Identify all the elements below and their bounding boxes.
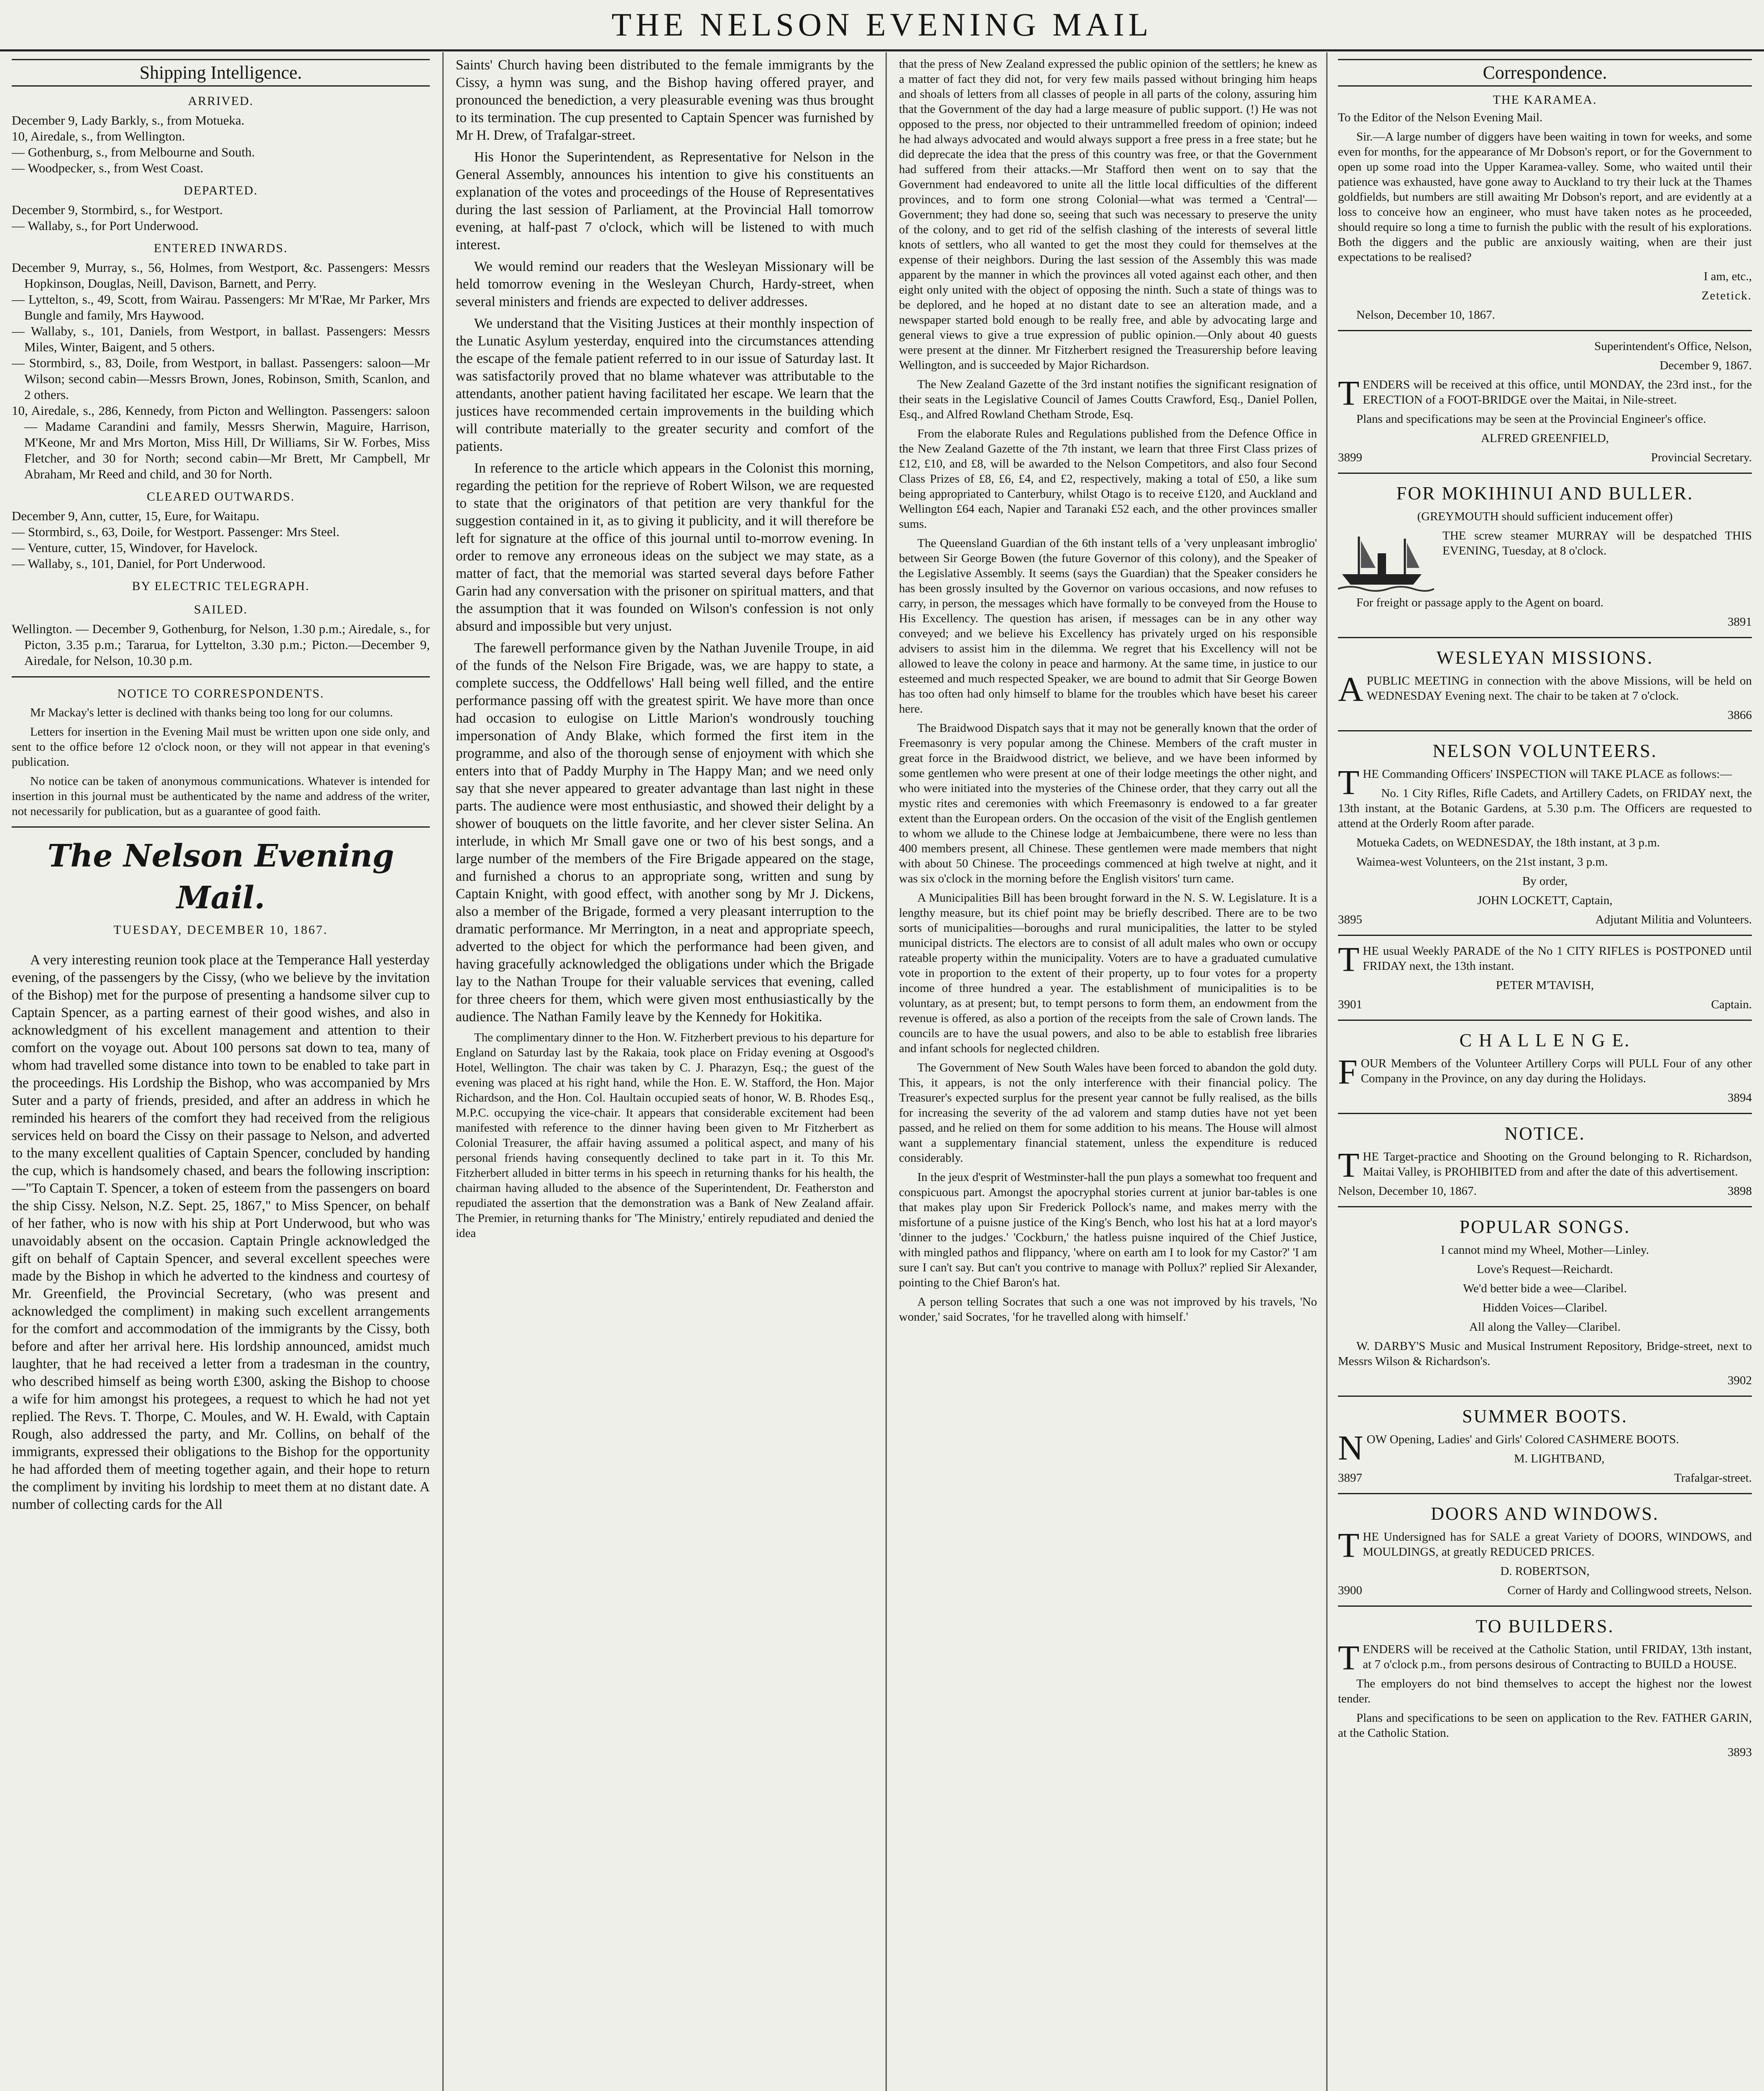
editorial-paragraph: We would remind our readers that the Wesleyan Missionary will be held tomorrow evening in the Wesleyan Church, Hardy-street, when several ministers and friends are expected to deliver addresses. — [456, 259, 874, 309]
editorial-paragraph: In the jeux d'esprit of Westminster-hall the pun plays a somewhat too frequent and conspicuous part. Amongst the apocryphal stories current at junior bar-tables is one that makes play upon Sir Frederick Pollock's name, and makes merry with the misfortune of a puisne justice of the King's Bench, who lost his hat at a lord mayor's 'dinner to the judges.' 'Cockburn,' the hatless puisne inquired of the Chief Justice, with mingled pathos and flippancy, 'where on earth am I to look for my Castor?' 'I am sure I can't say. But can't you contrive to manage with Pollux?' replied Sir Alexander, pointing to the Chief Baron's hat. — [899, 1171, 1317, 1289]
ad-order: By order, — [1522, 874, 1568, 888]
ad-number: 3895 — [1338, 913, 1362, 926]
song-item: I cannot mind my Wheel, Mother—Linley. — [1441, 1243, 1649, 1257]
ad-title: Captain. — [1711, 998, 1752, 1011]
departed-entry: — Wallaby, s., for Port Underwood. — [12, 218, 199, 233]
editorial-paragraph: The Braidwood Dispatch says that it may not be generally known that the order of Freemasonry is very popular among the Chinese. Members of the craft muster in great force in the Braidwood district, we believe, and we have been informed by some gentlemen who were present at one of their lodge meetings the other night, and who were initiated into the mysteries of the Chinese order, that they carry out all the mystic rites and ceremonies with which Freemasonry is endowed to a far greater extent than the European orders. On the occasion of the visit of the English gentlemen to whom we allude to the Chinese lodge at Jembaicumbene, there were no less than 400 members present, all Chinese. These gentlemen were made members that night with about 50 Chinese. The proceedings commenced at high twelve at night, and it was six o'clock in the morning before the English visitors' turn came. — [899, 721, 1317, 885]
divider — [1338, 637, 1752, 638]
ad-body: NOW Opening, Ladies' and Girls' Colored CASHMERE BOOTS. — [1338, 1429, 1679, 1467]
divider — [1338, 473, 1752, 474]
ad-title: Provincial Secretary. — [1651, 451, 1752, 464]
ad-name: PETER M'TAVISH, — [1496, 979, 1594, 992]
entered-entry: 10, Airedale, s., 286, Kennedy, from Picton and Wellington. Passengers: saloon — Madame Carandini and family, Messrs Sherwin, Maguire, Harrison, M'Keone, Mr and Mrs Morton, Miss Hill, Dr Williams, Sir W. Forbes, Miss Fletcher, and 30 for North; second cabin—Mr Brett, Mr Campbell, Mr Abraham, Mr Reed and child, and 30 for North. — [12, 403, 430, 481]
ad-body: APUBLIC MEETING in connection with the above Missions, will be held on WEDNESDAY Evening next. The chair to be taken at 7 o'clock. — [1338, 670, 1752, 709]
ad-heading: NELSON VOLUNTEERS. — [1432, 741, 1657, 761]
ad-body: THE Commanding Officers' INSPECTION will TAKE PLACE as follows:— — [1338, 763, 1732, 802]
sailed-heading: SAILED. — [194, 603, 248, 616]
masthead: THE NELSON EVENING MAIL — [0, 0, 1764, 51]
editorial-paragraph: The farewell performance given by the Nathan Juvenile Troupe, in aid of the funds of the Nelson Fire Brigade, was, we are happy to state, a complete success, the Oddfellows' Hall being well filled, and the entire performance passing off with the greatest spirit. We have more than once had occasion to eulogise on Little Marion's wondrously touching impersonation of Andy Blake, which formed the first item in the programme, and also of the thorough sense of enjoyment with which she enters into that of Paddy Murphy in The Happy Man; and we need only say that she never appeared to greater advantage than last night in these parts. The audience were most enthusiastic, and showed their delight by a shower of bouquets on the little favorite, and her clever sister Selina. An interlude, in which Mr Small gave one or two of his best songs, and a large number of the members of the Fire Brigade appeared on the stage, and furnished a chorus to an appropriate song, written and sung by Captain Knight, with good effect, with another song by Mr J. Dickens, also a member of the Brigade, formed a very pleasant interruption to the dramatic performance. Mr Merrington, in a neat and appropriate speech, adverted to the object for which the performance had been given, and having gracefully acknowledged the obligations under which the Brigade lay to the Nathan Troupe for their valuable services that evening, called for three cheers for them, which were given most enthusiastically by the audience. The Nathan Family leave by the Kennedy for Hokitika. — [456, 640, 874, 1025]
ad-body: THE Undersigned has for SALE a great Variety of DOORS, WINDOWS, and MOULDINGS, at greatly REDUCED PRICES. — [1338, 1526, 1752, 1565]
ad-number: 3893 — [1728, 1746, 1752, 1759]
signature: Zetetick. — [1701, 289, 1752, 302]
notice-correspondents-heading: NOTICE TO CORRESPONDENTS. — [117, 687, 324, 700]
editorial-paragraph: A very interesting reunion took place at the Temperance Hall yesterday evening, of the passengers by the Cissy, (who we believe by the invitation of the Bishop) met for the purpose of presenting a handsome silver cup to Captain Spencer, as a parting earnest of their good wishes, and also in acknowledgment of his excellent management and attention to their comfort on the voyage out. About 100 persons sat down to tea, many of whom had travelled some distance into town to be enabled to take part in the proceedings. His Lordship the Bishop, who was accompanied by Mrs Suter and a party of friends, presided, and after an address in which he reminded his hearers of the comfort they had received from the religious services held on board the Cissy on their passage to Nelson, and adverted to the many excellent qualities of Captain Spencer, concluded by handing the cup, which is handsomely chased, and bears the following inscription:—"To Captain T. Spencer, a token of esteem from the passengers on board the ship Cissy. Nelson, N.Z. Sept. 25, 1867," to Miss Spencer, on behalf of her father, who is now with his ship at Port Underwood, but who was unavoidably absent on the occasion. Captain Pringle acknowledged the gift on behalf of Captain Spencer, and several excellent speeches were made by the Bishop in which he adverted to the kindness and courtesy of Mr. Greenfield, the Provincial Secretary, (who was present and acknowledged the compliment) in making such excellent arrangements for the comfort and accommodation of the immigrants by the Cissy, both before and after her arrival here. His lordship announced, amidst much laughter, that he had received a letter from a tradesman in the country, who described himself as being worth £300, asking the Bishop to choose a wife for him amongst his protegees, a request to which he had not yet replied. The Revs. T. Thorpe, C. Moules, and W. H. Ewald, with Captain Rough, also addressed the party, and Mr. Collins, on behalf of the immigrants, expressed their obligations to the Bishop for the opportunity he had afforded them of meeting together again, and their hope to return the compliment by inviting his lordship to meet them at no distant date. A number of collecting cards for the All — [12, 952, 430, 1512]
arrived-entry: 10, Airedale, s., from Wellington. — [12, 129, 185, 143]
cleared-entry: December 9, Ann, cutter, 15, Eure, for Waitapu. — [12, 509, 260, 523]
paper-title: The Nelson Evening Mail. — [47, 838, 394, 916]
arrived-entry: — Woodpecker, s., from West Coast. — [12, 161, 204, 175]
ad-body: Waimea-west Volunteers, on the 21st instant, 3 p.m. — [1356, 855, 1608, 869]
editorial-paragraph: The complimentary dinner to the Hon. W. Fitzherbert previous to his departure for England on Saturday last by the Rakaia, took place on Friday evening at Osgood's Hotel, Wellington. The chair was taken by C. J. Pharazyn, Esq.; the guest of the evening was placed at his right hand, while the Hon. E. W. Stafford, the Hon. Major Richardson, and the Hon. Col. Haultain occupied seats of honor, W. B. Rhodes Esq., M.P.C. occupying the vice-chair. It appears that considerable excitement had been manifested with reference to the dinner having been given to Mr Fitzherbert as Colonial Treasurer, the affair having assumed a political aspect, and many of his personal friends having consequently declined to take part in it. To this Mr. Fitzherbert alluded in bitter terms in his speech in returning thanks for his health, the chairman having alluded to the absence of the Superintendent, Dr. Featherston and repudiated the assertion that the demonstration was a Bank of New Zealand affair. The Premier, in returning thanks for 'The Ministry,' entirely repudiated and denied the idea — [456, 1031, 874, 1240]
ad-body: TENDERS will be received at this office, until MONDAY, the 23rd inst., for the ERECTION of a FOOT-BRIDGE over the Maitai, in Nile-street. — [1338, 374, 1752, 413]
ad-office: Superintendent's Office, Nelson, — [1594, 340, 1752, 353]
editorial-paragraph: We understand that the Visiting Justices at their monthly inspection of the Lunatic Asylum yesterday, enquired into the circumstances attending the escape of the female patient referred to in our issue of Saturday last. It was satisfactorily proved that no blame whatever was attributable to the attendants, another patient having facilitated her escape. We learn that the justices have recommended certain improvements in the building which will contribute materially to the greater security and comfort of the patients. — [456, 316, 874, 454]
editorial-paragraph: A Municipalities Bill has been brought forward in the N. S. W. Legislature. It is a lengthy measure, but its chief point may be briefly described. There are to be two sorts of municipalities—boroughs and rural municipalities, the latter to be styled municipal districts. The electors are to consist of all adult males who own or occupy rateable property within the municipality. Voters are to have a graduated cumulative vote in proportion to the extent of their property, up to four votes for a property income of three hundred a year. The establishment of municipalities is to be voluntary, as at present; but, to tempt persons to form them, an endowment from the revenue is offered, as also a portion of the receipts from the sale of Crown lands. The councils are to have the usual powers, and also to be able to establish free libraries and infant schools for neglected children. — [899, 891, 1317, 1055]
entered-entry: — Lyttelton, s., 49, Scott, from Wairau. Passengers: Mr M'Rae, Mr Parker, Mrs Bungle and family, Mrs Haywood. — [12, 292, 430, 322]
ad-body: Plans and specifications may be seen at the Provincial Engineer's office. — [1356, 412, 1706, 426]
divider — [1338, 1605, 1752, 1607]
divider — [1338, 1396, 1752, 1397]
ad-body: Plans and specifications to be seen on application to the Rev. FATHER GARIN, at the Catholic Station. — [1338, 1711, 1752, 1740]
correspondence-heading: Correspondence. — [1338, 59, 1752, 87]
song-item: Love's Request—Reichardt. — [1477, 1263, 1613, 1276]
ad-heading: FOR MOKIHINUI AND BULLER. — [1396, 483, 1694, 504]
divider — [1338, 1020, 1752, 1021]
ad-number: 3899 — [1338, 451, 1362, 464]
ad-body: The employers do not bind themselves to accept the highest nor the lowest tender. — [1338, 1677, 1752, 1705]
entered-heading: ENTERED INWARDS. — [153, 241, 288, 255]
divider — [1338, 730, 1752, 731]
editorial-paragraph: From the elaborate Rules and Regulations published from the Defence Office in the New Zealand Gazette of the 7th instant, we learn that three First Class prizes of £12, £10, and £8, will be awarded to the Nelson Competitors, and also four Second Class Prizes of £8, £6, £4, and £2, respectively, making a total of £50, a like sum being appropriated to Canterbury, whilst Otago is to receive £120, and Auckland and Wellington £64 each, Napier and Taranaki £52 each, and the other provinces smaller sums. — [899, 427, 1317, 531]
column-3 — [899, 56, 1317, 2091]
song-item: All along the Valley—Claribel. — [1469, 1320, 1621, 1334]
ad-heading: NOTICE. — [1504, 1123, 1585, 1144]
divider — [1338, 1113, 1752, 1114]
ad-subheading: (GREYMOUTH should sufficient inducement offer) — [1417, 510, 1673, 523]
ad-heading: POPULAR SONGS. — [1459, 1217, 1631, 1237]
editorial-paragraph: A person telling Socrates that such a one was not improved by his travels, 'No wonder,' said Socrates, 'for he travelled along with himself.' — [899, 1295, 1317, 1324]
ad-body: W. DARBY'S Music and Musical Instrument Repository, Bridge-street, next to Messrs Wilson & Richardson's. — [1338, 1339, 1752, 1368]
arrived-entry: — Gothenburg, s., from Melbourne and South. — [12, 145, 255, 159]
divider — [1338, 1206, 1752, 1207]
departed-heading: DEPARTED. — [184, 184, 258, 197]
ad-date: Nelson, December 10, 1867. — [1338, 1184, 1477, 1198]
arrived-heading: ARRIVED. — [188, 94, 254, 108]
editorial-paragraph: The New Zealand Gazette of the 3rd instant notifies the significant resignation of their seats in the Legislative Council of James Coutts Crawford, Esq., Daniel Pollen, Esq., and Alfred Rowland Chetham Strode, Esq. — [899, 378, 1317, 421]
signoff: I am, etc., — [1703, 270, 1752, 283]
telegraph-heading: BY ELECTRIC TELEGRAPH. — [132, 579, 310, 593]
ad-name: JOHN LOCKETT, Captain, — [1477, 894, 1613, 907]
editorial-paragraph: that the press of New Zealand expressed the public opinion of the settlers; he knew as a matter of fact they did not, for very few mails passed without bringing him heaps and shoals of letters from all classes of people in all parts of the colony, assuring him that the Government of the day had a large measure of public support. (!) He was not opposed to the press, nor objected to their untrammelled freedom of opinion; indeed he had always advocated and would always support a free press in a free state; but he did deprecate the idea that the press of this country was free, or that the Government had suffered from their attacks.—Mr Stafford then went on to say that the Government had endeavored to unite all the little local difficulties of the different provinces, and to form one strong Colonial—what was termed a 'Central'—Government; they had done so, seeing that such was necessary to preserve the unity of the colony, and to get rid of the selfish clashing of the interests of several little knots of settlers, who all wanted to get the most they could for themselves at the expense of their neighbors. During the last session of the Assembly this was made apparent by the manner in which the provinces all voted against each other, and then eight only united with the object of opposing the ninth. Such a state of things was to be deplored, and he hoped at no distant date to see an alteration made, and a newspaper started bold enough to be really free, and able by advocating large and general views to give a true expression of public opinion.—Only about 40 guests were present at the dinner. Mr Fitzherbert resigned the Treasurership before leaving Wellington, and is succeeded by Major Richardson. — [899, 57, 1317, 372]
entered-entry: — Stormbird, s., 83, Doile, from Westport, in ballast. Passengers: saloon—Mr Wilson; second cabin—Messrs Brown, Jones, Robinson, Smith, Scanlon, and 2 others. — [12, 355, 430, 402]
editorial-paragraph: The Queensland Guardian of the 6th instant tells of a 'very unpleasant imbroglio' between Sir George Bowen (the future Governor of this colony), and the Speaker of the Legislative Assembly. It seems (says the Guardian) that the Speaker considers he has been grossly insulted by the Governor on various occasions, and now refuses to carry, in person, the messages which have formally to be conveyed from the House to His Excellency. The question has arisen, if messages can be in any other way conveyed; and we believe his Excellency has privately urged on his responsible advisers to assist him in the dilemma. We regret that his Excellency will not be allowed to leave the colony in peace and harmony. At the same time, in justice to our esteemed and much respected Speaker, we are bound to admit that Sir George Bowen has too often had only himself to blame for the troubles which have beset his career here. — [899, 537, 1317, 716]
column-rule — [1326, 52, 1327, 2091]
entered-entry: — Wallaby, s., 101, Daniels, from Westport, in ballast. Passengers: Messrs Miles, Winter, Baigent, and 5 others. — [12, 324, 430, 354]
notice-paragraph: Letters for insertion in the Evening Mail must be written upon one side only, and sent to the office before 12 o'clock noon, or they will not appear in that evening's publication. — [12, 725, 430, 769]
ad-number: 3902 — [1728, 1374, 1752, 1387]
ad-body: Motueka Cadets, on WEDNESDAY, the 18th instant, at 3 p.m. — [1356, 836, 1660, 849]
editorial-paragraph: His Honor the Superintendent, as Representative for Nelson in the General Assembly, announces his intention to give his constituents an explanation of the votes and proceedings of the House of Representatives during the last session of Parliament, at the Provincial Hall tomorrow evening, at half-past 7 o'clock, which will be listened to with much interest. — [456, 149, 874, 253]
song-item: Hidden Voices—Claribel. — [1482, 1301, 1608, 1314]
dateline: TUESDAY, DECEMBER 10, 1867. — [113, 923, 328, 937]
ad-number: 3900 — [1338, 1584, 1362, 1597]
divider — [1338, 935, 1752, 936]
ad-number: 3898 — [1728, 1184, 1752, 1198]
column-1 — [12, 56, 430, 2091]
ad-heading: WESLEYAN MISSIONS. — [1436, 647, 1654, 668]
ad-number: 3897 — [1338, 1471, 1362, 1485]
ad-number: 3891 — [1728, 615, 1752, 629]
cleared-entry: — Wallaby, s., 101, Daniel, for Port Underwood. — [12, 556, 266, 571]
column-rule — [442, 52, 444, 2091]
divider — [12, 676, 430, 677]
ad-heading: C H A L L E N G E. — [1459, 1030, 1631, 1051]
ad-heading: SUMMER BOOTS. — [1462, 1406, 1628, 1426]
ad-date: December 9, 1867. — [1659, 359, 1752, 372]
ad-name: D. ROBERTSON, — [1500, 1564, 1590, 1578]
ad-number: 3866 — [1728, 708, 1752, 722]
ad-body: THE Target-practice and Shooting on the Ground belonging to R. Richardson, Maitai Valley, is PROHIBITED from and after the date of this advertisement. — [1338, 1146, 1752, 1185]
shipping-heading: Shipping Intelligence. — [12, 59, 430, 87]
departed-entry: December 9, Stormbird, s., for Westport. — [12, 202, 223, 217]
column-rule — [886, 52, 887, 2091]
column-2 — [456, 56, 874, 2091]
correspondence-title: THE KARAMEA. — [1493, 93, 1597, 107]
divider — [12, 826, 430, 828]
ad-body: For freight or passage apply to the Agent on board. — [1356, 596, 1604, 609]
ad-title: Trafalgar-street. — [1674, 1471, 1752, 1485]
ad-body: TENDERS will be received at the Catholic Station, until FRIDAY, 13th instant, at 7 o'clock p.m., from persons desirous of Contracting to BUILD a HOUSE. — [1338, 1639, 1752, 1677]
ad-body: THE usual Weekly PARADE of the No 1 CITY RIFLES is POSTPONED until FRIDAY next, the 13th instant. — [1338, 940, 1752, 979]
ad-name: M. LIGHTBAND, — [1514, 1452, 1605, 1465]
ad-body: No. 1 City Rifles, Rifle Cadets, and Artillery Cadets, on FRIDAY next, the 13th instant, at the Botanic Gardens, at 5.30 p.m. The Officers are requested to attend at the Orderly Room after parade. — [1338, 787, 1752, 830]
arrived-entry: December 9, Lady Barkly, s., from Motueka. — [12, 113, 245, 128]
steamer-icon — [1338, 528, 1434, 595]
ad-number: 3901 — [1338, 998, 1362, 1011]
editorial-paragraph: In reference to the article which appears in the Colonist this morning, regarding the petition for the reprieve of Robert Wilson, we are requested to state that the originators of that petition are very thankful for the suggestion contained in it, as to giving it publicity, and it will therefore be left for signature at the office of this journal until to-morrow evening. In order to remove any erroneous ideas on the subject we may state, as a matter of fact, that the memorial was started several days before Father Garin had any conversation with the prisoner on spiritual matters, and that the assumption that it was founded on Wilson's confession is not only absurd and impossible but very unjust. — [456, 460, 874, 634]
to-editor: To the Editor of the Nelson Evening Mail. — [1338, 111, 1543, 124]
ad-address: Corner of Hardy and Collingwood streets, Nelson. — [1507, 1584, 1752, 1597]
entered-entry: December 9, Murray, s., 56, Holmes, from Westport, &c. Passengers: Messrs Hopkinson, Douglas, Neill, Davison, Barnett, and Perry. — [12, 260, 430, 291]
cleared-heading: CLEARED OUTWARDS. — [147, 490, 295, 504]
correspondence-dateline: Nelson, December 10, 1867. — [1356, 308, 1495, 322]
ad-body: FOUR Members of the Volunteer Artillery Corps will PULL Four of any other Company in the Province, on any day during the Holidays. — [1338, 1053, 1752, 1092]
ad-number: 3894 — [1728, 1091, 1752, 1104]
divider — [1338, 1493, 1752, 1494]
editorial-paragraph: The Government of New South Wales have been forced to abandon the gold duty. This, it appears, is not the only interference with their financial policy. The Treasurer's expected surplus for the present year cannot be fully realised, as the bills for increasing the severity of the ad valorem and stamp duties have not yet been passed, and he relied on them for some addition to his means. The House will almost want a supplementary financial statement, unless the expenditure is reduced considerably. — [899, 1061, 1317, 1165]
ad-body: THE screw steamer MURRAY will be despatched THIS EVENING, Tuesday, at 8 o'clock. — [1442, 529, 1752, 557]
sailed-entry: Wellington. — December 9, Gothenburg, for Nelson, 1.30 p.m.; Airedale, s., for Picton, 3.35 p.m.; Tararua, for Lyttelton, 3.30 p.m.; Picton.—December 9, Airedale, for Nelson, 10.30 p.m. — [12, 621, 430, 668]
notice-paragraph: Mr Mackay's letter is declined with thanks being too long for our columns. — [30, 706, 393, 719]
ad-title: Adjutant Militia and Volunteers. — [1595, 913, 1752, 926]
cleared-entry: — Venture, cutter, 15, Windover, for Havelock. — [12, 540, 258, 555]
column-4 — [1338, 56, 1752, 2091]
ad-name: ALFRED GREENFIELD, — [1481, 432, 1609, 445]
correspondence-body: Sir.—A large number of diggers have been waiting in town for weeks, and some even for months, for the appearance of Mr Dobson's report, or for the Government to open up some road into the Upper Karamea-valley. Some, who waited until their patience was exhausted, have gone away to Auckland to try their luck at the Thames goldfields, but numbers are still awaiting Mr Dobson's report, and are evidently at a loss to conceive how an engineer, who must have taken notes as he proceeded, should require so long a time to furnish the public with the result of his explorations. Both the diggers and the public are anxiously waiting, when are their just expectations to be realised? — [1338, 130, 1752, 264]
ad-heading: TO BUILDERS. — [1476, 1616, 1614, 1636]
notice-paragraph: No notice can be taken of anonymous communications. Whatever is intended for insertion in this journal must be authenticated by the name and address of the writer, not necessarily for publication, but as a guarantee of good faith. — [12, 775, 430, 818]
cleared-entry: — Stormbird, s., 63, Doile, for Westport. Passenger: Mrs Steel. — [12, 524, 340, 539]
song-item: We'd better bide a wee—Claribel. — [1463, 1282, 1627, 1295]
ad-heading: DOORS AND WINDOWS. — [1431, 1503, 1659, 1524]
divider — [1338, 330, 1752, 331]
editorial-paragraph: Saints' Church having been distributed to the female immigrants by the Cissy, a hymn was sung, and the Bishop having offered prayer, and pronounced the benediction, a very pleasurable evening was thus brought to its termination. The cup presented to Captain Spencer was furnished by Mr H. Drew, of Trafalgar-street. — [456, 57, 874, 143]
